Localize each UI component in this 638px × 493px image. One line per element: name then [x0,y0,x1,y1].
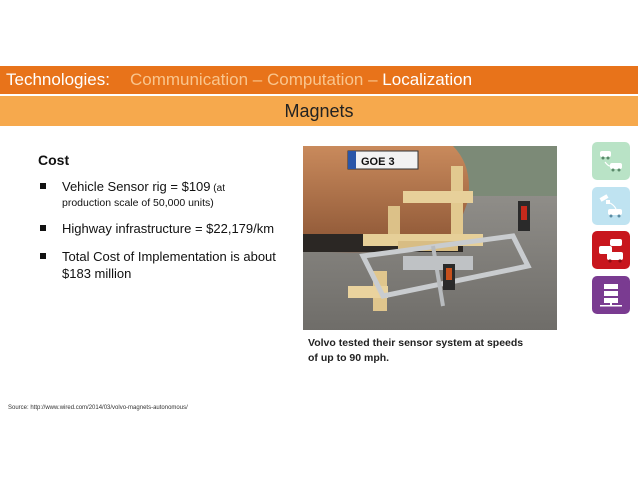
title-bar [0,66,638,94]
bullet-text-continued: $183 million [62,266,132,281]
caption-line: of up to 90 mph. [308,352,390,364]
server-rack-icon[interactable] [592,276,630,314]
cost-bullet-list [40,178,300,292]
bullet-text: Vehicle Sensor rig = $109 [62,179,211,194]
topic-separator: – [248,70,267,89]
bullet-square-icon [40,183,46,189]
topic-computation: Computation [266,70,364,89]
bullet-square-icon [40,225,46,231]
bullet-aside: (at [210,183,225,194]
traffic-cars-icon[interactable] [592,231,630,269]
photo-caption [308,336,558,366]
list-item [40,178,300,210]
topic-communication: Communication [129,70,249,89]
volvo-sensor-rig-photo [303,146,557,330]
subtitle-bar: Magnets [0,96,638,126]
topic-localization: Localization [382,70,473,89]
cars-network-icon[interactable] [592,142,630,180]
list-item [40,220,300,238]
bullet-text: Highway infrastructure = $22,179/km [62,221,275,236]
title-topics [130,70,472,90]
bullet-text-continued: production scale of 50,000 units) [62,197,214,209]
bullet-square-icon [40,253,46,259]
list-item [40,248,300,282]
license-plate-text: GOE 3 [361,156,395,168]
topic-separator: – [363,70,383,89]
source-citation: Source: http://www.wired.com/2014/03/volvo-magnets-autonomous/ [8,405,188,411]
section-heading: Cost [38,152,70,168]
satellite-car-icon[interactable] [592,187,630,225]
title-prefix: Technologies: [6,70,110,89]
bullet-text: Total Cost of Implementation is about [62,249,276,264]
caption-line: Volvo tested their sensor system at speeds [308,337,524,349]
